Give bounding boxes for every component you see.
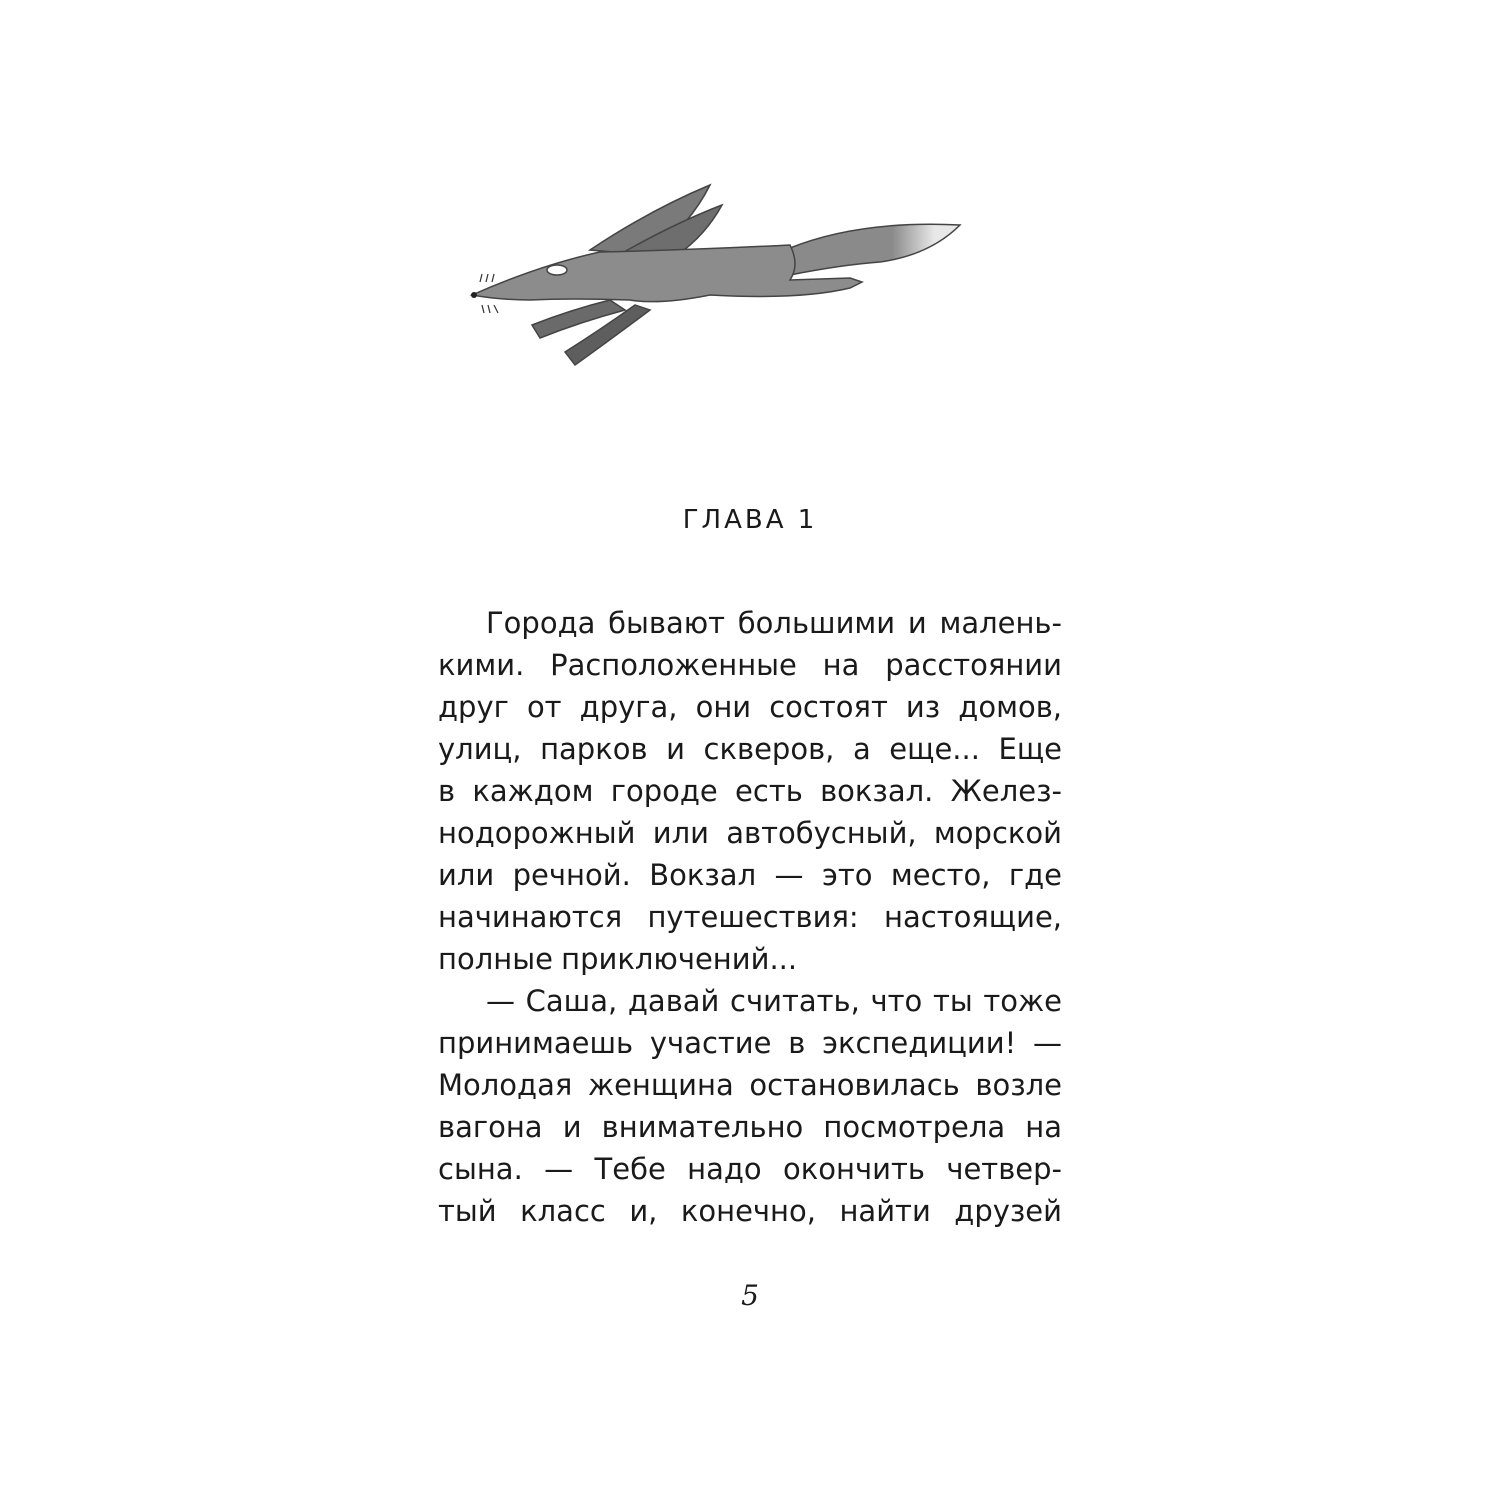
text-line: принимаешь участие в экспедиции! —	[438, 1026, 1062, 1060]
page-text-column	[0, 500, 1500, 1314]
text-line: — Саша, давай считать, что ты тоже	[486, 984, 1062, 1018]
body-text	[438, 602, 1062, 1232]
text-line: нодорожный или автобусный, морской	[438, 816, 1062, 850]
text-line: Города бывают большими и малень-	[486, 606, 1062, 640]
text-line: Молодая женщина остановилась возле	[438, 1068, 1062, 1102]
text-line: кими. Расположенные на расстоянии	[438, 648, 1062, 682]
text-line: тый класс и, конечно, найти друзей	[438, 1194, 1062, 1228]
text-line: вагона и внимательно посмотрела на	[438, 1110, 1062, 1144]
page-number: 5	[741, 1279, 759, 1312]
text-line: улиц, парков и скверов, а еще... Еще	[438, 732, 1062, 766]
text-line: друг от друга, они состоят из домов,	[438, 690, 1062, 724]
text-line: в каждом городе есть вокзал. Желез-	[438, 774, 1062, 808]
text-line: начинаются путешествия: настоящие,	[438, 900, 1062, 934]
text-line: или речной. Вокзал — это место, где	[438, 858, 1062, 892]
text-line: полные приключений...	[438, 942, 798, 976]
fox-illustration	[460, 170, 980, 380]
text-line: сына. — Тебе надо окончить четвер-	[438, 1152, 1062, 1186]
chapter-heading: ГЛАВА 1	[682, 505, 818, 535]
